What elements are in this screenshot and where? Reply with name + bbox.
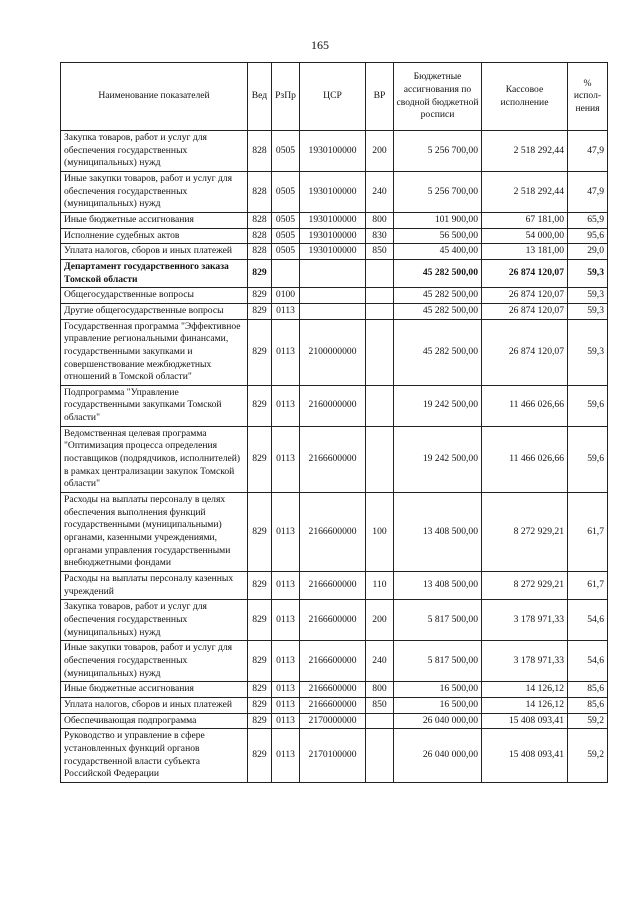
- cell-ved: 828: [248, 212, 272, 228]
- cell-assigned: 19 242 500,00: [394, 385, 482, 426]
- cell-cash: 15 408 093,41: [482, 713, 568, 729]
- cell-percent: 61,7: [568, 493, 608, 572]
- cell-ved: 829: [248, 493, 272, 572]
- cell-percent: 59,3: [568, 259, 608, 287]
- cell-ved: 829: [248, 288, 272, 304]
- cell-ved: 828: [248, 131, 272, 172]
- cell-assigned: 5 256 700,00: [394, 131, 482, 172]
- cell-name: Руководство и управление в сфере установленных функций органов государственной власти субъекта Российской Федерации: [61, 729, 248, 783]
- table-row: [61, 600, 608, 641]
- cell-csr: 2166600000: [300, 600, 366, 641]
- cell-assigned: 16 500,00: [394, 682, 482, 698]
- cell-rzpr: 0113: [272, 572, 300, 600]
- cell-cash: 2 518 292,44: [482, 131, 568, 172]
- budget-table: [60, 62, 608, 783]
- cell-assigned: 13 408 500,00: [394, 572, 482, 600]
- cell-percent: 59,6: [568, 426, 608, 492]
- cell-csr: 2166600000: [300, 697, 366, 713]
- table-row: [61, 171, 608, 212]
- header-cash: Кассовое исполнение: [482, 63, 568, 131]
- cell-ved: 829: [248, 426, 272, 492]
- cell-vr: 800: [366, 682, 394, 698]
- cell-rzpr: 0505: [272, 212, 300, 228]
- cell-vr: 100: [366, 493, 394, 572]
- cell-vr: [366, 288, 394, 304]
- header-csr: ЦСР: [300, 63, 366, 131]
- cell-vr: 240: [366, 641, 394, 682]
- cell-rzpr: 0113: [272, 319, 300, 385]
- cell-ved: 829: [248, 641, 272, 682]
- cell-ved: 828: [248, 171, 272, 212]
- cell-vr: 850: [366, 697, 394, 713]
- cell-rzpr: 0113: [272, 385, 300, 426]
- cell-percent: 95,6: [568, 228, 608, 244]
- cell-vr: 830: [366, 228, 394, 244]
- header-percent: % испол-нения: [568, 63, 608, 131]
- table-row: [61, 385, 608, 426]
- cell-cash: 3 178 971,33: [482, 641, 568, 682]
- cell-ved: 829: [248, 697, 272, 713]
- table-row: [61, 697, 608, 713]
- cell-cash: 2 518 292,44: [482, 171, 568, 212]
- cell-ved: 829: [248, 713, 272, 729]
- cell-ved: 828: [248, 244, 272, 260]
- cell-assigned: 45 282 500,00: [394, 319, 482, 385]
- cell-csr: 2160000000: [300, 385, 366, 426]
- cell-csr: 2170100000: [300, 729, 366, 783]
- cell-vr: [366, 319, 394, 385]
- header-vr: ВР: [366, 63, 394, 131]
- cell-assigned: 19 242 500,00: [394, 426, 482, 492]
- cell-percent: 47,9: [568, 171, 608, 212]
- cell-csr: [300, 288, 366, 304]
- table-row: [61, 713, 608, 729]
- cell-assigned: 56 500,00: [394, 228, 482, 244]
- table-body: [61, 131, 608, 783]
- cell-assigned: 5 817 500,00: [394, 641, 482, 682]
- cell-rzpr: 0113: [272, 697, 300, 713]
- cell-rzpr: 0505: [272, 244, 300, 260]
- cell-cash: 13 181,00: [482, 244, 568, 260]
- cell-assigned: 45 400,00: [394, 244, 482, 260]
- cell-name: Иные бюджетные ассигнования: [61, 212, 248, 228]
- cell-rzpr: [272, 259, 300, 287]
- cell-rzpr: 0505: [272, 228, 300, 244]
- cell-assigned: 16 500,00: [394, 697, 482, 713]
- cell-rzpr: 0113: [272, 682, 300, 698]
- cell-ved: 829: [248, 259, 272, 287]
- cell-percent: 85,6: [568, 697, 608, 713]
- cell-assigned: 45 282 500,00: [394, 288, 482, 304]
- cell-assigned: 26 040 000,00: [394, 729, 482, 783]
- cell-percent: 59,3: [568, 288, 608, 304]
- cell-csr: 2166600000: [300, 426, 366, 492]
- cell-name: Департамент государственного заказа Томской области: [61, 259, 248, 287]
- cell-csr: 1930100000: [300, 244, 366, 260]
- cell-rzpr: 0505: [272, 171, 300, 212]
- cell-csr: 2166600000: [300, 493, 366, 572]
- cell-assigned: 101 900,00: [394, 212, 482, 228]
- cell-csr: 2166600000: [300, 682, 366, 698]
- cell-percent: 29,0: [568, 244, 608, 260]
- cell-name: Расходы на выплаты персоналу в целях обеспечения выполнения функций государственными (муниципальными) органами, казенными учреждениями, органами управления государственными внебюджетными фондами: [61, 493, 248, 572]
- cell-cash: 26 874 120,07: [482, 288, 568, 304]
- table-row: [61, 259, 608, 287]
- table-row: [61, 131, 608, 172]
- cell-vr: [366, 303, 394, 319]
- cell-vr: 200: [366, 131, 394, 172]
- cell-csr: 1930100000: [300, 131, 366, 172]
- cell-percent: 54,6: [568, 641, 608, 682]
- cell-assigned: 45 282 500,00: [394, 259, 482, 287]
- table-row: [61, 729, 608, 783]
- cell-name: Расходы на выплаты персоналу казенных учреждений: [61, 572, 248, 600]
- cell-vr: [366, 729, 394, 783]
- cell-name: Уплата налогов, сборов и иных платежей: [61, 244, 248, 260]
- cell-csr: [300, 303, 366, 319]
- cell-percent: 54,6: [568, 600, 608, 641]
- table-row: [61, 319, 608, 385]
- cell-ved: 829: [248, 319, 272, 385]
- cell-cash: 11 466 026,66: [482, 385, 568, 426]
- cell-percent: 59,3: [568, 303, 608, 319]
- cell-percent: 61,7: [568, 572, 608, 600]
- cell-csr: [300, 259, 366, 287]
- table-row: [61, 228, 608, 244]
- cell-name: Иные закупки товаров, работ и услуг для обеспечения государственных (муниципальных) нужд: [61, 171, 248, 212]
- header-name: Наименование показателей: [61, 63, 248, 131]
- cell-cash: 26 874 120,07: [482, 319, 568, 385]
- cell-cash: 3 178 971,33: [482, 600, 568, 641]
- cell-rzpr: 0113: [272, 493, 300, 572]
- cell-vr: [366, 259, 394, 287]
- cell-cash: 26 874 120,07: [482, 259, 568, 287]
- cell-cash: 8 272 929,21: [482, 493, 568, 572]
- cell-name: Закупка товаров, работ и услуг для обеспечения государственных (муниципальных) нужд: [61, 600, 248, 641]
- table-row: [61, 244, 608, 260]
- cell-cash: 54 000,00: [482, 228, 568, 244]
- cell-rzpr: 0113: [272, 641, 300, 682]
- cell-ved: 829: [248, 682, 272, 698]
- header-rzpr: РзПр: [272, 63, 300, 131]
- cell-rzpr: 0505: [272, 131, 300, 172]
- cell-csr: 2170000000: [300, 713, 366, 729]
- cell-name: Уплата налогов, сборов и иных платежей: [61, 697, 248, 713]
- cell-vr: 240: [366, 171, 394, 212]
- cell-name: Иные закупки товаров, работ и услуг для обеспечения государственных (муниципальных) нужд: [61, 641, 248, 682]
- cell-name: Подпрограмма "Управление государственными закупками Томской области": [61, 385, 248, 426]
- cell-rzpr: 0100: [272, 288, 300, 304]
- cell-rzpr: 0113: [272, 303, 300, 319]
- cell-name: Другие общегосударственные вопросы: [61, 303, 248, 319]
- cell-ved: 829: [248, 729, 272, 783]
- cell-ved: 828: [248, 228, 272, 244]
- cell-vr: 850: [366, 244, 394, 260]
- cell-name: Ведомственная целевая программа "Оптимизация процесса определения поставщиков (подрядчиков, исполнителей) в рамках централизации закупок Томской области": [61, 426, 248, 492]
- cell-name: Государственная программа "Эффективное управление региональными финансами, государственными закупками и совершенствование межбюджетных отношений в Томской области": [61, 319, 248, 385]
- cell-percent: 47,9: [568, 131, 608, 172]
- cell-assigned: 45 282 500,00: [394, 303, 482, 319]
- cell-cash: 14 126,12: [482, 682, 568, 698]
- cell-cash: 14 126,12: [482, 697, 568, 713]
- table-row: [61, 572, 608, 600]
- cell-vr: 800: [366, 212, 394, 228]
- header-assigned: Бюджетные ассигнования по сводной бюджетной росписи: [394, 63, 482, 131]
- cell-assigned: 5 817 500,00: [394, 600, 482, 641]
- cell-vr: [366, 385, 394, 426]
- table-row: [61, 493, 608, 572]
- cell-rzpr: 0113: [272, 600, 300, 641]
- cell-percent: 59,6: [568, 385, 608, 426]
- cell-percent: 59,2: [568, 713, 608, 729]
- cell-csr: 1930100000: [300, 171, 366, 212]
- cell-ved: 829: [248, 572, 272, 600]
- cell-cash: 11 466 026,66: [482, 426, 568, 492]
- cell-vr: 200: [366, 600, 394, 641]
- header-ved: Вед: [248, 63, 272, 131]
- cell-ved: 829: [248, 600, 272, 641]
- cell-name: Иные бюджетные ассигнования: [61, 682, 248, 698]
- cell-name: Общегосударственные вопросы: [61, 288, 248, 304]
- cell-percent: 65,9: [568, 212, 608, 228]
- cell-name: Закупка товаров, работ и услуг для обеспечения государственных (муниципальных) нужд: [61, 131, 248, 172]
- cell-percent: 85,6: [568, 682, 608, 698]
- table-row: [61, 682, 608, 698]
- cell-cash: 15 408 093,41: [482, 729, 568, 783]
- cell-csr: 1930100000: [300, 212, 366, 228]
- cell-vr: 110: [366, 572, 394, 600]
- cell-assigned: 5 256 700,00: [394, 171, 482, 212]
- cell-percent: 59,3: [568, 319, 608, 385]
- table-row: [61, 288, 608, 304]
- cell-ved: 829: [248, 385, 272, 426]
- cell-percent: 59,2: [568, 729, 608, 783]
- cell-cash: 26 874 120,07: [482, 303, 568, 319]
- page-number: 165: [311, 38, 329, 52]
- cell-assigned: 13 408 500,00: [394, 493, 482, 572]
- cell-csr: 1930100000: [300, 228, 366, 244]
- table-row: [61, 426, 608, 492]
- cell-ved: 829: [248, 303, 272, 319]
- table-row: [61, 212, 608, 228]
- table-row: [61, 303, 608, 319]
- cell-cash: 8 272 929,21: [482, 572, 568, 600]
- cell-vr: [366, 713, 394, 729]
- cell-cash: 67 181,00: [482, 212, 568, 228]
- table-row: [61, 641, 608, 682]
- cell-csr: 2166600000: [300, 641, 366, 682]
- cell-name: Исполнение судебных актов: [61, 228, 248, 244]
- cell-csr: 2100000000: [300, 319, 366, 385]
- cell-name: Обеспечивающая подпрограмма: [61, 713, 248, 729]
- cell-rzpr: 0113: [272, 426, 300, 492]
- cell-csr: 2166600000: [300, 572, 366, 600]
- cell-rzpr: 0113: [272, 713, 300, 729]
- cell-assigned: 26 040 000,00: [394, 713, 482, 729]
- cell-rzpr: 0113: [272, 729, 300, 783]
- cell-vr: [366, 426, 394, 492]
